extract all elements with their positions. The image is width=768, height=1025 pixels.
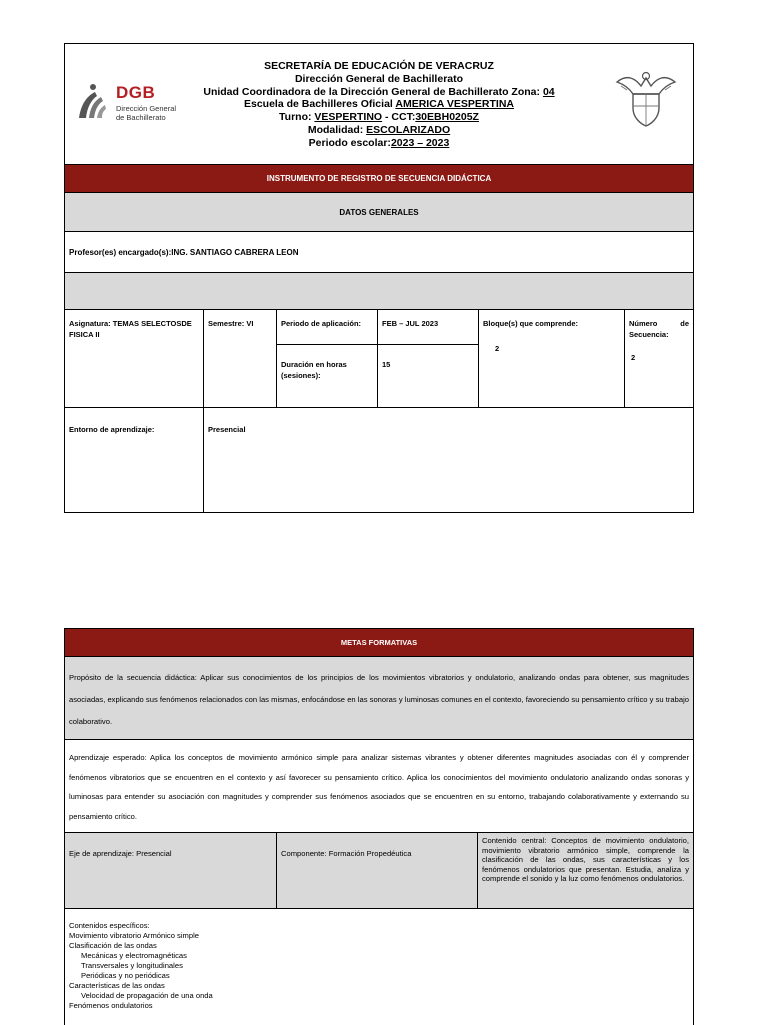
- coat-of-arms-icon: [613, 68, 679, 130]
- header-periodo: Periodo escolar:2023 – 2023: [65, 137, 693, 150]
- bloques-cell: [479, 310, 625, 408]
- header-direccion: Dirección General de Bachillerato: [65, 73, 693, 86]
- header-modalidad: Modalidad: ESCOLARIZADO: [65, 124, 693, 137]
- logo-wordmark: DGB: [116, 83, 155, 103]
- periodo-aplicacion-label-cell: Periodo de aplicación:: [277, 310, 378, 345]
- bloques-value: 2: [483, 343, 620, 354]
- stray-border-mark: [64, 366, 65, 402]
- contenidos-especificos-cell: [65, 909, 694, 1025]
- document-header: [65, 44, 694, 165]
- empty-gray-row: [65, 273, 694, 310]
- contenido-item: Velocidad de propagación de una onda: [69, 991, 689, 1001]
- datos-generales-table: [64, 43, 694, 513]
- contenido-item: Características de las ondas: [69, 981, 689, 991]
- proposito-cell: [65, 657, 694, 740]
- duracion-label-cell: Duración en horas (sesiones):: [277, 345, 378, 408]
- proposito-text: Propósito de la secuencia didáctica: Aplicar sus conocimientos de los principios de los movimientos vibratorios y ondulatorio, analizando ondas para obtener, sus magnitudes asociadas, explicando sus fenómenos relacionados con las mismas, enfocándose en las sonoras y luminosas comunes en el contexto, favoreciendo su pensamiento crítico y su trabajo colaborativo.: [65, 657, 693, 739]
- bloques-label: Bloque(s) que comprende:: [483, 318, 620, 329]
- semestre-cell: Semestre: VI: [204, 310, 277, 408]
- section-title-datos-generales: DATOS GENERALES: [65, 193, 694, 232]
- header-turno: Turno: VESPERTINO - CCT:30EBH0205Z: [65, 111, 693, 124]
- metas-formativas-table: [64, 628, 694, 1025]
- contenidos-list: [65, 909, 693, 1025]
- logo-subtitle: Dirección General de Bachillerato: [116, 104, 176, 122]
- contenido-item: Clasificación de las ondas: [69, 941, 689, 951]
- periodo-aplicacion-value-cell: FEB – JUL 2023: [378, 310, 479, 345]
- profesor-field: Profesor(es) encargado(s):ING. SANTIAGO CABRERA LEON: [65, 232, 694, 273]
- contenido-item: Movimiento vibratorio Armónico simple: [69, 931, 689, 941]
- header-unidad: Unidad Coordinadora de la Dirección General de Bachillerato Zona: 04: [65, 86, 693, 99]
- entorno-label-cell: Entorno de aprendizaje:: [65, 408, 204, 513]
- entorno-value-cell: Presencial: [204, 408, 694, 513]
- contenido-item: Mecánicas y electromagnéticas: [69, 951, 689, 961]
- aprendizaje-text: Aprendizaje esperado: Aplica los conceptos de movimiento armónico simple para analizar sistemas vibrantes y obtener diferentes magnitudes asociadas con él y comprender fenómenos vibratorios que se encuentren en el contexto y así favorecer su pensamiento crítico. Aplica los conocimientos del movimiento ondulatorio analizando ondas sonoras y luminosas para entender su asociación con magnitudes y comprender sus fenómenos asociados que se encuentren en su entorno, trabajando colaborativamente y externando su pensamiento crítico.: [65, 740, 693, 832]
- contenido-item: Fenómenos ondulatorios: [69, 1001, 689, 1011]
- asignatura-cell: Asignatura: TEMAS SELECTOSDE FISICA II: [65, 310, 204, 408]
- header-secretaria: SECRETARÍA DE EDUCACIÓN DE VERACRUZ: [65, 60, 693, 73]
- header-escuela: Escuela de Bachilleres Oficial AMERICA VESPERTINA: [65, 98, 693, 111]
- numero-secuencia-label: Número de Secuencia:: [629, 318, 689, 340]
- numero-secuencia-value: 2: [629, 352, 689, 363]
- contenido-central-cell: Contenido central: Conceptos de movimiento ondulatorio, movimiento vibratorio armónico simple, comprende la clasificación de las ondas, sus características y los fenómenos ondulatorios que presentan. Estudia, analiza y comprende el sonido y la luz como fenómenos ondulatorios.: [478, 833, 694, 909]
- aprendizaje-cell: [65, 740, 694, 833]
- section-title-metas: METAS FORMATIVAS: [65, 629, 694, 657]
- contenido-item: Periódicas y no periódicas: [69, 971, 689, 981]
- header-text: [65, 60, 693, 150]
- contenidos-title: Contenidos específicos:: [69, 921, 689, 931]
- componente-cell: Componente: Formación Propedéutica: [277, 833, 478, 909]
- contenido-item: Transversales y longitudinales: [69, 961, 689, 971]
- numero-secuencia-cell: [625, 310, 694, 408]
- duracion-value-cell: 15: [378, 345, 479, 408]
- eje-cell: Eje de aprendizaje: Presencial: [65, 833, 277, 909]
- section-title-instrumento: INSTRUMENTO DE REGISTRO DE SECUENCIA DIDÁCTICA: [65, 165, 694, 193]
